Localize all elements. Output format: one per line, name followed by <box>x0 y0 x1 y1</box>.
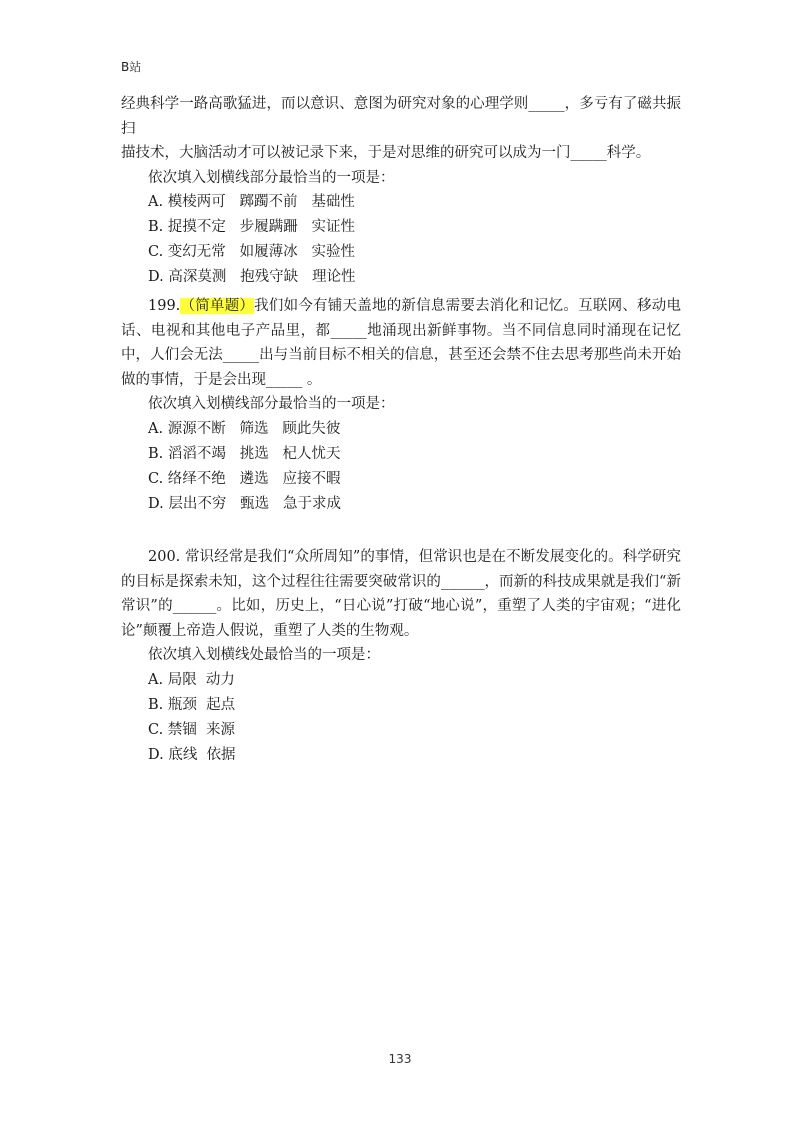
question-prompt: 依次填入划横线处最恰当的一项是： <box>148 647 380 663</box>
option-c: C. 络绎不绝 遴选 应接不暇 <box>148 470 341 487</box>
question-number: 199. <box>148 298 181 314</box>
option-list <box>121 417 681 517</box>
option-a: A. 模棱两可 踯躅不前 基础性 <box>148 194 355 210</box>
option-b: B. 捉摸不定 步履蹒跚 实证性 <box>148 219 356 235</box>
option-b: B. 瓶颈 起点 <box>148 696 236 713</box>
stem-line-1: 经典科学一路高歌猛进，而以意识、意图为研究对象的心理学则_____，多亏有了磁共振扫 <box>121 96 681 137</box>
question-stem <box>121 294 681 392</box>
question-200 <box>121 545 681 768</box>
page-header-label: B站 <box>121 60 142 74</box>
option-d: D. 层出不穷 甄选 急于求成 <box>148 495 341 512</box>
question-stem: 200. 常识经常是我们“众所周知”的事情，但常识也是在不断发展变化的。科学研究的目标是探索未知，这个过程往往需要突破常识的______，而新的科技成果就是我们“新常识”的______。比如，历史上，“日心说”打破“地心说”，重塑了人类的宇宙观；“进化论”颠覆上帝造人假说，重塑了人类的生物观。 <box>121 549 681 639</box>
option-a: A. 源源不断 筛选 顾此失彼 <box>148 420 341 437</box>
stem-line-2: 描技术，大脑活动才可以被记录下来，于是对思维的研究可以成为一门_____科学。 <box>121 145 651 161</box>
stem-text: 我们如今有铺天盖地的新信息需要去消化和记忆。互联网、移动电话、电视和其他电子产品里，都_____地涌现出新鲜事物。当不同信息同时涌现在记忆中，人们会无法_____出与当前目标不相关的信息，甚至还会禁不住去思考那些尚未开始做的事情，于是会出现_____ 。 <box>121 298 681 388</box>
question-198 <box>121 92 681 290</box>
option-d: D. 底线 依据 <box>148 746 236 763</box>
option-list <box>121 190 681 290</box>
question-stem <box>121 92 681 166</box>
page-number: 133 <box>388 1052 412 1066</box>
option-c: C. 变幻无常 如履薄冰 实验性 <box>148 244 355 260</box>
question-199 <box>121 294 681 517</box>
question-prompt: 依次填入划横线部分最恰当的一项是： <box>148 169 395 186</box>
difficulty-tag-highlight: （简单题） <box>180 298 255 314</box>
option-a: A. 局限 动力 <box>148 671 235 688</box>
option-b: B. 滔滔不竭 挑选 杞人忧天 <box>148 445 341 462</box>
option-c: C. 禁锢 来源 <box>148 721 236 738</box>
question-prompt: 依次填入划横线部分最恰当的一项是： <box>148 396 395 412</box>
option-d: D. 高深莫测 抱残守缺 理论性 <box>148 269 356 285</box>
option-list <box>121 668 681 768</box>
